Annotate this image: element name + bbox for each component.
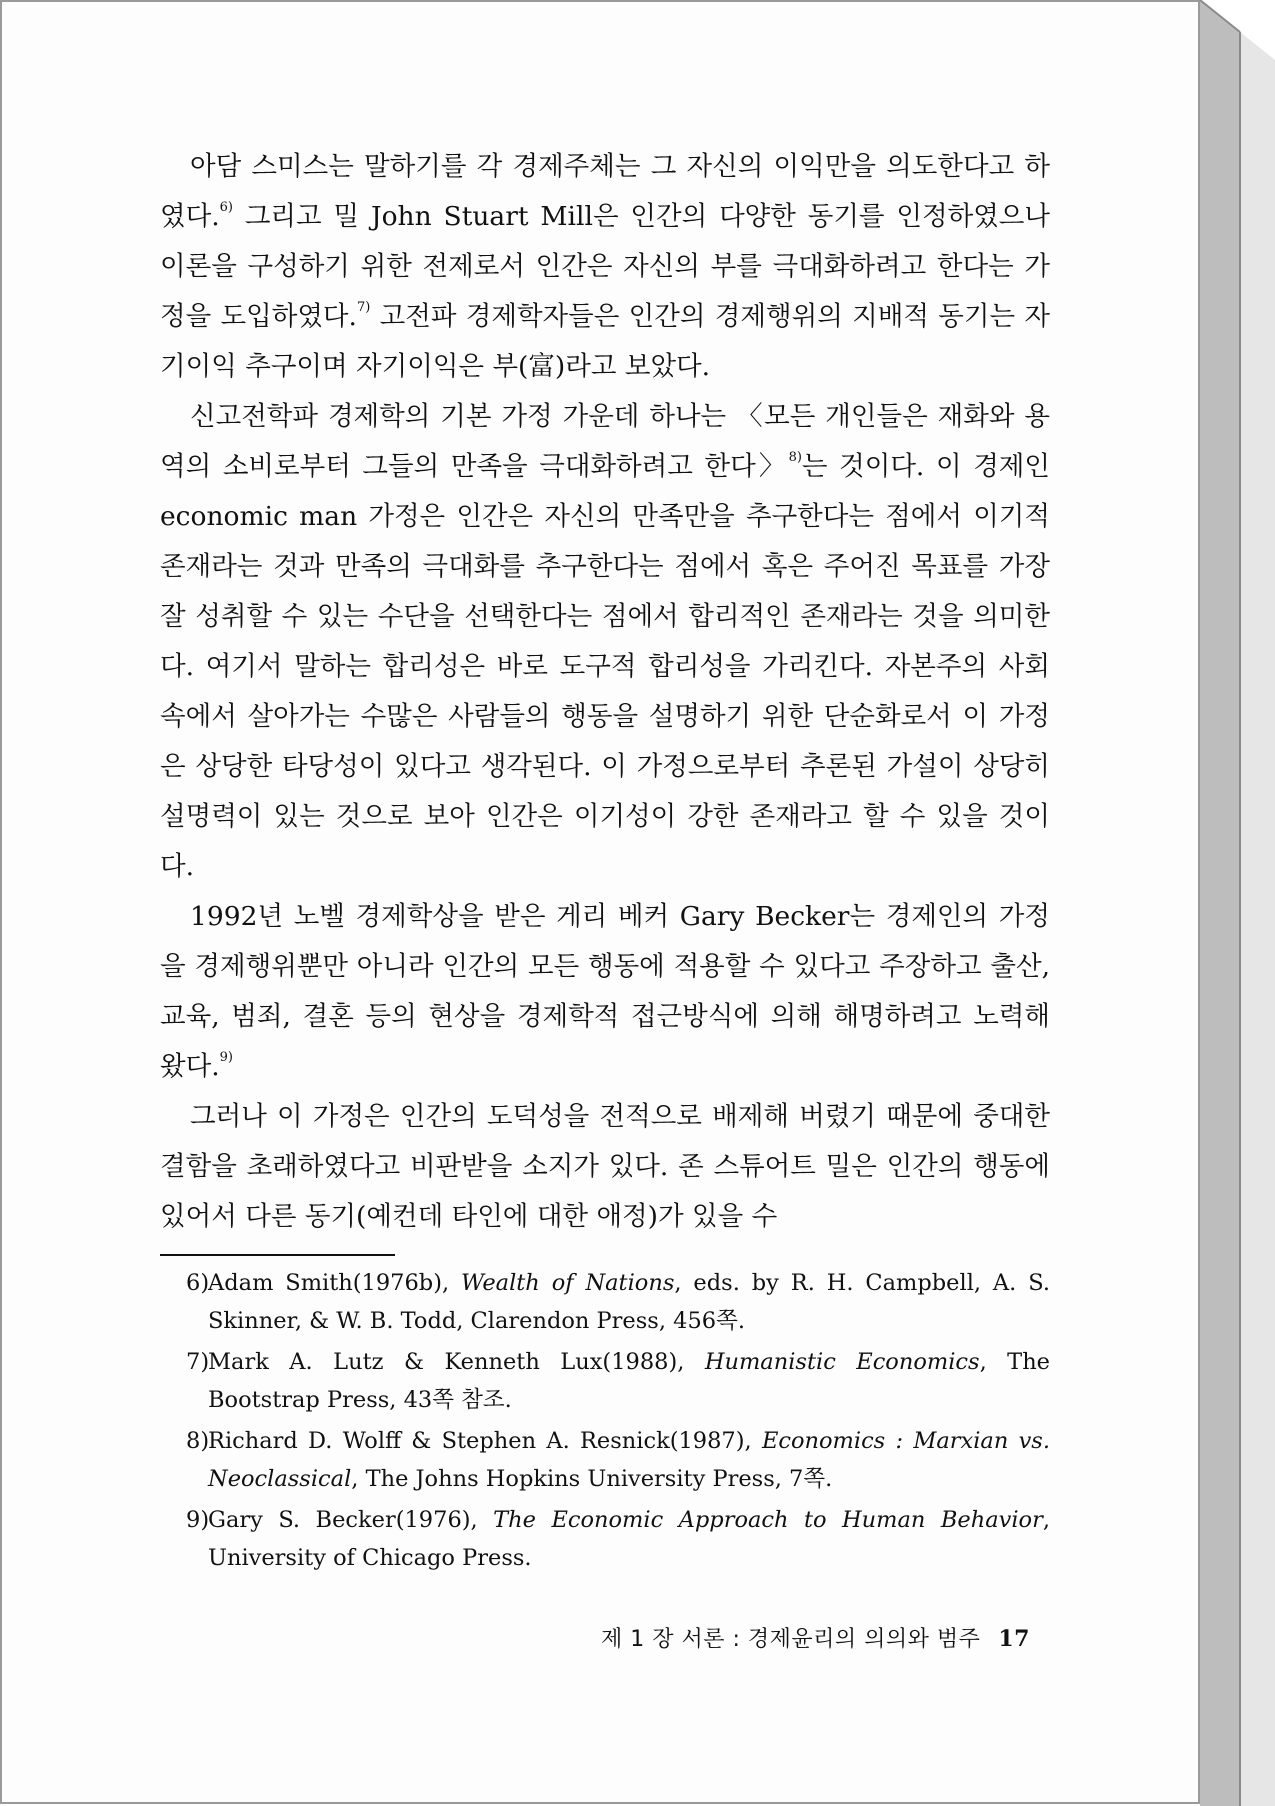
footnote-ref[interactable]: 9) bbox=[219, 1050, 233, 1065]
paragraph bbox=[160, 392, 1050, 892]
footnote-title: Economics : Marxian vs. Neoclassical bbox=[208, 1428, 1050, 1492]
footnote-title: Wealth of Nations bbox=[461, 1270, 675, 1296]
footnote-text: , The Bootstrap Press, 43쪽 참조. bbox=[208, 1349, 1050, 1413]
footnote-ref[interactable]: 6) bbox=[219, 200, 233, 215]
body-text bbox=[160, 142, 1050, 1242]
footnote-text: Richard D. Wolff & Stephen A. Resnick(1987), bbox=[208, 1428, 762, 1454]
paragraph bbox=[160, 892, 1050, 1092]
footnote-ref[interactable]: 8) bbox=[788, 450, 802, 465]
footnote-text: Mark A. Lutz & Kenneth Lux(1988), bbox=[208, 1349, 705, 1375]
footnotes bbox=[160, 1264, 1050, 1580]
footnote bbox=[160, 1422, 1050, 1498]
footnote-divider bbox=[160, 1254, 395, 1256]
footnote-title: Humanistic Economics bbox=[704, 1349, 980, 1375]
footnote-number: 9) bbox=[186, 1507, 210, 1533]
footnote bbox=[160, 1501, 1050, 1577]
footnote bbox=[160, 1264, 1050, 1340]
footnote-number: 6) bbox=[186, 1270, 210, 1296]
chapter-title: 제 1 장 서론 : 경제윤리의 의의와 범주 bbox=[600, 1627, 981, 1652]
text-run: 그러나 이 가정은 인간의 도덕성을 전적으로 배제해 버렸기 때문에 중대한 결함을 초래하였다고 비판받을 소지가 있다. 존 스튜어트 밀은 인간의 행동에 있어서 다른 동기(예컨데 타인에 대한 애정)가 있을 수 bbox=[160, 1101, 1050, 1232]
paragraph bbox=[160, 142, 1050, 392]
paragraph bbox=[160, 1092, 1050, 1242]
text-run: 는 것이다. 이 경제인 economic man 가정은 인간은 자신의 만족만을 추구한다는 점에서 이기적 존재라는 것과 만족의 극대화를 추구한다는 점에서 혹은 주어진 목표를 가장 잘 성취할 수 있는 수단을 선택한다는 점에서 합리적인 존재라는 것을 의미한다. 여기서 말하는 합리성은 바로 도구적 합리성을 가리킨다. 자본주의 사회 속에서 살아가는 수많은 사람들의 행동을 설명하기 위한 단순화로서 이 가정은 상당한 타당성이 있다고 생각된다. 이 가정으로부터 추론된 가설이 상당히 설명력이 있는 것으로 보아 인간은 이기성이 강한 존재라고 할 수 있을 것이다. bbox=[160, 451, 1050, 882]
footnote-title: The Economic Approach to Human Behavior bbox=[493, 1507, 1043, 1533]
footnote-text: , eds. by R. H. Campbell, A. S. Skinner, & W. B. Todd, Clarendon Press, 456쪽. bbox=[208, 1270, 1050, 1334]
footnote-number: 7) bbox=[186, 1349, 210, 1375]
footnote-text: , University of Chicago Press. bbox=[208, 1507, 1050, 1571]
footnote-text: Adam Smith(1976b), bbox=[208, 1270, 462, 1296]
running-footer bbox=[560, 1622, 1030, 1653]
text-run: 고전파 경제학자들은 인간의 경제행위의 지배적 동기는 자기이익 추구이며 자기이익은 부(富)라고 보았다. bbox=[160, 301, 1050, 382]
text-run: 아담 스미스는 말하기를 각 경제주체는 그 자신의 이익만을 의도한다고 하였다. bbox=[160, 151, 1050, 232]
footnote-number: 8) bbox=[186, 1428, 210, 1454]
page-number: 17 bbox=[998, 1626, 1030, 1652]
text-run: 1992년 노벨 경제학상을 받은 게리 베커 Gary Becker는 경제인의 가정을 경제행위뿐만 아니라 인간의 모든 행동에 적용할 수 있다고 주장하고 출산, 교육, 범죄, 결혼 등의 현상을 경제학적 접근방식에 의해 해명하려고 노력해 왔다. bbox=[160, 901, 1050, 1082]
footnote-text: , The Johns Hopkins University Press, 7쪽. bbox=[351, 1466, 833, 1492]
text-run: 신고전학파 경제학의 기본 가정 가운데 하나는 〈모든 개인들은 재화와 용역의 소비로부터 그들의 만족을 극대화하려고 한다〉 bbox=[160, 401, 1050, 482]
footnote bbox=[160, 1343, 1050, 1419]
text-run: 그리고 밀 John Stuart Mill은 인간의 다양한 동기를 인정하였으나 이론을 구성하기 위한 전제로서 인간은 자신의 부를 극대화하려고 한다는 가정을 도입하였다. bbox=[160, 201, 1050, 332]
footnote-ref[interactable]: 7) bbox=[356, 300, 371, 315]
footnote-text: Gary S. Becker(1976), bbox=[208, 1507, 494, 1533]
